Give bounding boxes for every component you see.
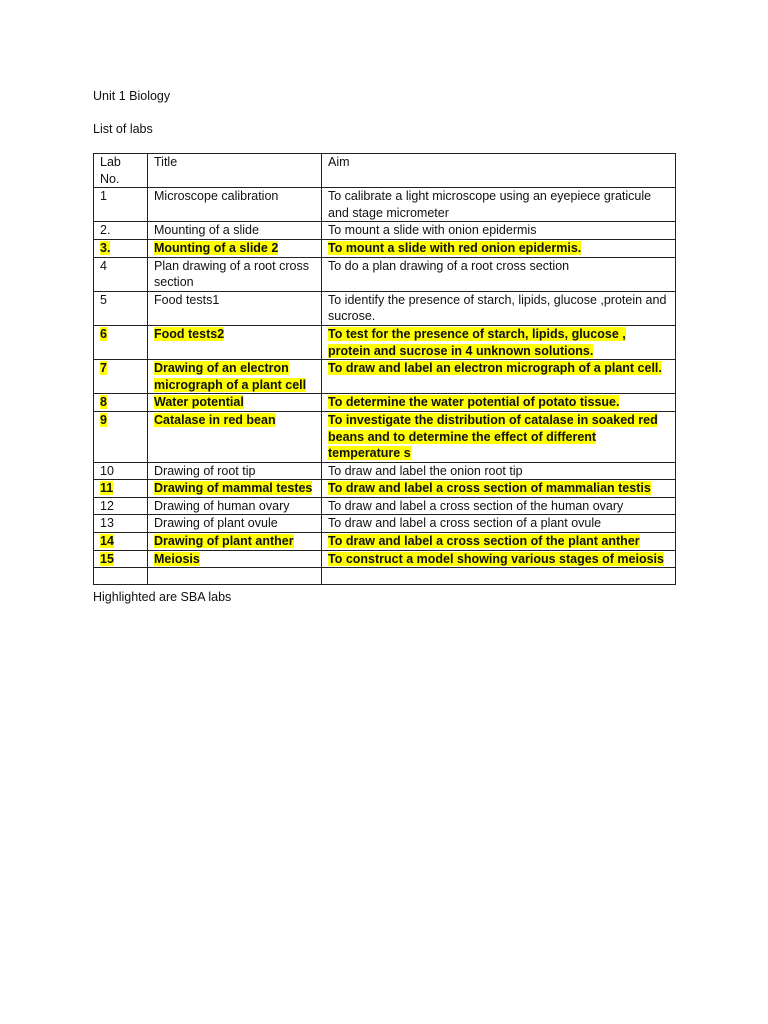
lab-number-text: 9 [100, 412, 107, 427]
lab-aim-cell [322, 394, 676, 412]
document-title: Unit 1 Biology [93, 89, 171, 103]
lab-title-cell [148, 550, 322, 568]
lab-aim-text: To test for the presence of starch, lipids, glucose , protein and sucrose in 4 unknown solutions. [328, 326, 626, 358]
lab-title-text: Food tests1 [154, 292, 220, 307]
lab-title-cell [148, 188, 322, 222]
lab-aim-text: To calibrate a light microscope using an eyepiece graticule and stage micrometer [328, 189, 652, 220]
table-row-empty [94, 568, 676, 585]
table-row [94, 325, 676, 359]
lab-title-text: Drawing of human ovary [154, 498, 290, 513]
lab-number-cell [94, 411, 148, 462]
table-row [94, 497, 676, 515]
lab-number-text: 5 [100, 292, 107, 307]
lab-aim-text: To draw and label the onion root tip [328, 463, 523, 478]
lab-aim-cell [322, 291, 676, 325]
footer-note: Highlighted are SBA labs [93, 590, 232, 604]
table-row [94, 257, 676, 291]
lab-aim-text: To draw and label a cross section of the plant anther [328, 534, 640, 549]
table-header-row [94, 154, 676, 188]
lab-aim-text: To draw and label a cross section of the human ovary [328, 498, 624, 513]
lab-title-cell [148, 533, 322, 551]
lab-title-text: Plan drawing of a root cross section [154, 258, 309, 290]
lab-number-cell [94, 480, 148, 498]
labs-table-body [94, 188, 676, 585]
lab-title-cell [148, 480, 322, 498]
lab-aim-cell [322, 480, 676, 498]
list-heading: List of labs [93, 122, 153, 136]
table-row [94, 222, 676, 240]
lab-aim-cell [322, 515, 676, 533]
table-row [94, 394, 676, 412]
lab-aim-text: To draw and label a cross section of a plant ovule [328, 516, 602, 531]
lab-number-cell [94, 257, 148, 291]
lab-aim-text: To construct a model showing various stages of meiosis [328, 551, 664, 566]
lab-number-text: 6 [100, 326, 107, 341]
lab-aim-text: To determine the water potential of potato tissue. [328, 395, 620, 410]
lab-number-cell [94, 394, 148, 412]
lab-number-text: 11 [100, 481, 114, 496]
lab-aim-cell [322, 550, 676, 568]
lab-title-text: Drawing of an electron micrograph of a plant cell [154, 361, 307, 392]
lab-aim-cell [322, 568, 676, 585]
lab-title-cell [148, 239, 322, 257]
lab-number-text: 8 [100, 395, 107, 410]
lab-number-text: 13 [100, 516, 114, 531]
lab-number-text: 2. [100, 223, 111, 238]
table-row [94, 411, 676, 462]
lab-aim-text: To investigate the distribution of catalase in soaked red beans and to determine the effect of different temperature s [328, 412, 658, 461]
lab-title-cell [148, 360, 322, 394]
lab-title-text: Meiosis [154, 551, 200, 566]
lab-aim-cell [322, 497, 676, 515]
lab-title-cell [148, 462, 322, 480]
lab-title-cell [148, 257, 322, 291]
lab-title-text: Catalase in red bean [154, 412, 276, 427]
lab-number-text: 14 [100, 534, 114, 549]
lab-title-text: Drawing of root tip [154, 463, 256, 478]
lab-number-text: 15 [100, 551, 114, 566]
table-row [94, 291, 676, 325]
table-row [94, 515, 676, 533]
table-row [94, 533, 676, 551]
lab-number-cell [94, 497, 148, 515]
lab-number-cell [94, 533, 148, 551]
lab-aim-cell [322, 325, 676, 359]
lab-title-cell [148, 515, 322, 533]
lab-title-text: Food tests2 [154, 326, 225, 341]
table-row [94, 550, 676, 568]
lab-number-cell [94, 550, 148, 568]
lab-title-cell [148, 394, 322, 412]
table-row [94, 462, 676, 480]
lab-number-cell [94, 568, 148, 585]
lab-aim-text: To draw and label a cross section of mammalian testis [328, 481, 651, 496]
lab-title-cell [148, 411, 322, 462]
lab-title-cell [148, 291, 322, 325]
lab-aim-cell [322, 222, 676, 240]
lab-aim-cell [322, 533, 676, 551]
table-row [94, 480, 676, 498]
table-row [94, 188, 676, 222]
lab-number-cell [94, 188, 148, 222]
lab-aim-cell [322, 411, 676, 462]
lab-aim-text: To draw and label an electron micrograph of a plant cell. [328, 361, 662, 376]
lab-title-text: Mounting of a slide [154, 223, 259, 238]
lab-title-text: Drawing of plant anther [154, 534, 294, 549]
lab-aim-cell [322, 360, 676, 394]
lab-title-cell [148, 497, 322, 515]
lab-number-cell [94, 360, 148, 394]
lab-title-text: Mounting of a slide 2 [154, 240, 279, 255]
lab-aim-text: To identify the presence of starch, lipids, glucose ,protein and sucrose. [328, 292, 667, 324]
table-row [94, 239, 676, 257]
lab-number-text: 10 [100, 463, 114, 478]
lab-title-text: Drawing of plant ovule [154, 516, 278, 531]
lab-number-cell [94, 325, 148, 359]
lab-aim-cell [322, 239, 676, 257]
lab-aim-text: To mount a slide with red onion epidermis. [328, 240, 582, 255]
lab-number-cell [94, 515, 148, 533]
lab-number-text: 3. [100, 240, 111, 255]
lab-title-text: Water potential [154, 395, 244, 410]
lab-number-cell [94, 222, 148, 240]
header-lab-no: Lab No. [94, 154, 148, 188]
table-row [94, 360, 676, 394]
lab-number-cell [94, 239, 148, 257]
lab-aim-cell [322, 462, 676, 480]
lab-aim-cell [322, 188, 676, 222]
lab-title-cell [148, 222, 322, 240]
lab-title-text: Microscope calibration [154, 189, 279, 204]
header-title: Title [148, 154, 322, 188]
lab-title-cell [148, 568, 322, 585]
header-aim: Aim [322, 154, 676, 188]
lab-number-cell [94, 462, 148, 480]
lab-number-text: 4 [100, 258, 107, 273]
lab-number-cell [94, 291, 148, 325]
lab-aim-text: To do a plan drawing of a root cross section [328, 258, 570, 273]
labs-table [93, 153, 676, 585]
lab-aim-cell [322, 257, 676, 291]
lab-number-text: 1 [100, 189, 107, 204]
lab-aim-text: To mount a slide with onion epidermis [328, 223, 537, 238]
lab-title-cell [148, 325, 322, 359]
lab-number-text: 12 [100, 498, 114, 513]
lab-title-text: Drawing of mammal testes [154, 481, 313, 496]
lab-number-text: 7 [100, 361, 107, 376]
